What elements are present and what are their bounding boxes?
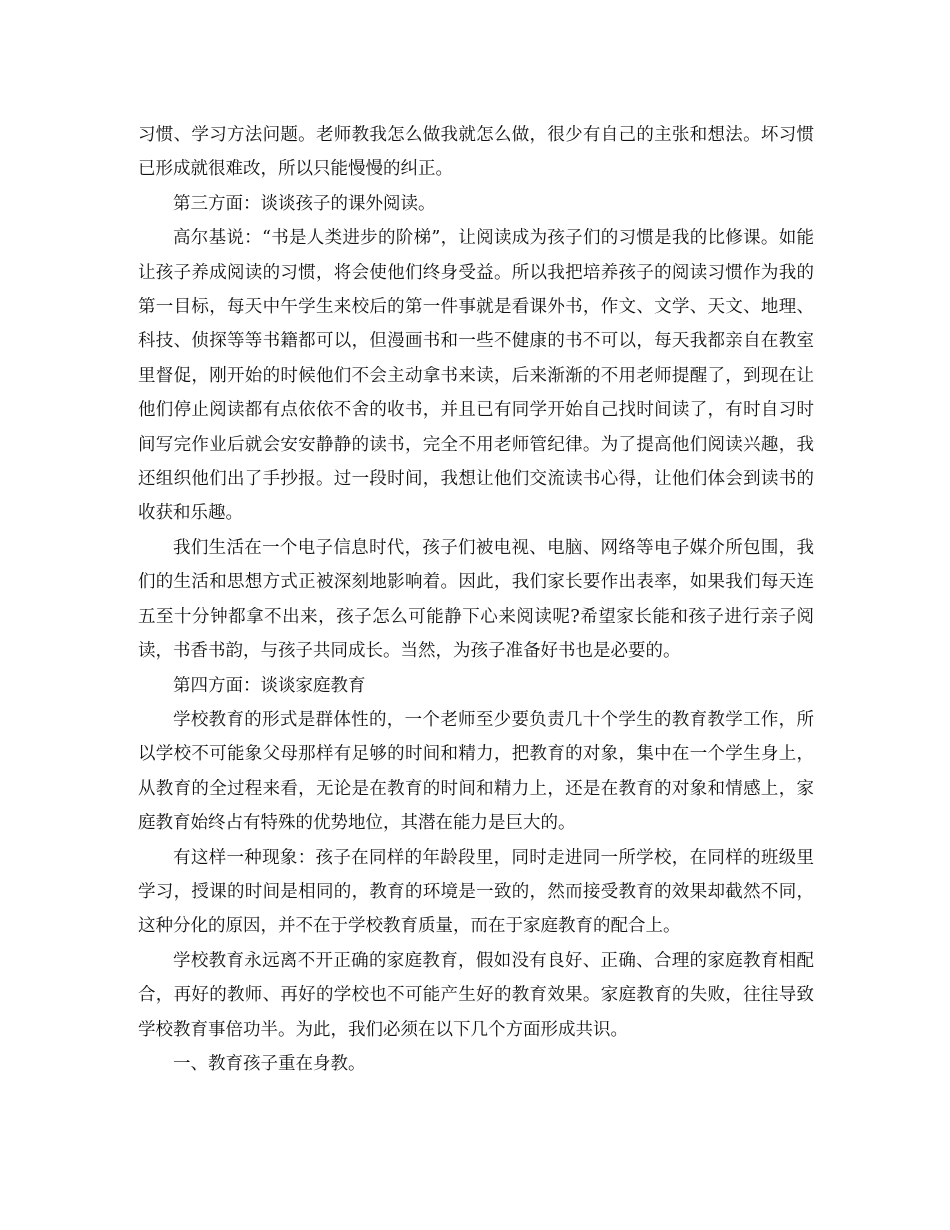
section-heading-4: 第四方面：谈谈家庭教育 [173,675,366,696]
paragraph-5: 有这样一种现象：孩子在同样的年龄段里，同时走进同一所学校，在同样的班级里学习，授课的时间是相同的，教育的环境是一致的，然而接受教育的效果却截然不同，这种分化的原因，并不在于学校教育质量，而在于家庭教育的配合上。 [138,847,814,937]
paragraph-6: 学校教育永远离不开正确的家庭教育，假如没有良好、正确、合理的家庭教育相配合，再好的教师、再好的学校也不可能产生好的教育效果。家庭教育的失败，往往导致学校教育事倍功半。为此，我们必须在以下几个方面形成共识。 [138,950,814,1040]
document-page [138,118,814,1081]
paragraph-1: 习惯、学习方法问题。老师教我怎么做我就怎么做，很少有自己的主张和想法。坏习惯已形成就很难改，所以只能慢慢的纠正。 [138,125,814,180]
section-heading-3: 第三方面：谈谈孩子的课外阅读。 [173,193,436,214]
list-item-1: 一、教育孩子重在身教。 [173,1053,366,1074]
paragraph-4: 学校教育的形式是群体性的，一个老师至少要负责几十个学生的教育教学工作，所以学校不可能象父母那样有足够的时间和精力，把教育的对象，集中在一个学生身上，从教育的全过程来看，无论是在教育的时间和精力上，还是在教育的对象和情感上，家庭教育始终占有特殊的优势地位，其潜在能力是巨大的。 [138,709,814,834]
paragraph-2: 高尔基说：“书是人类进步的阶梯”，让阅读成为孩子们的习惯是我的比修课。如能让孩子养成阅读的习惯，将会使他们终身受益。所以我把培养孩子的阅读习惯作为我的第一目标，每天中午学生来校后的第一件事就是看课外书，作文、文学、天文、地理、科技、侦探等等书籍都可以，但漫画书和一些不健康的书不可以，每天我都亲自在教室里督促，刚开始的时候他们不会主动拿书来读，后来渐渐的不用老师提醒了，到现在让他们停止阅读都有点依依不舍的收书，并且已有同学开始自己找时间读了，有时自习时间写完作业后就会安安静静的读书，完全不用老师管纪律。为了提高他们阅读兴趣，我还组织他们出了手抄报。过一段时间，我想让他们交流读书心得，让他们体会到读书的收获和乐趣。 [138,228,814,524]
paragraph-3: 我们生活在一个电子信息时代，孩子们被电视、电脑、网络等电子媒介所包围，我们的生活和思想方式正被深刻地影响着。因此，我们家长要作出表率，如果我们每天连五至十分钟都拿不出来，孩子怎么可能静下心来阅读呢?希望家长能和孩子进行亲子阅读，书香书韵，与孩子共同成长。当然，为孩子准备好书也是必要的。 [138,537,814,662]
